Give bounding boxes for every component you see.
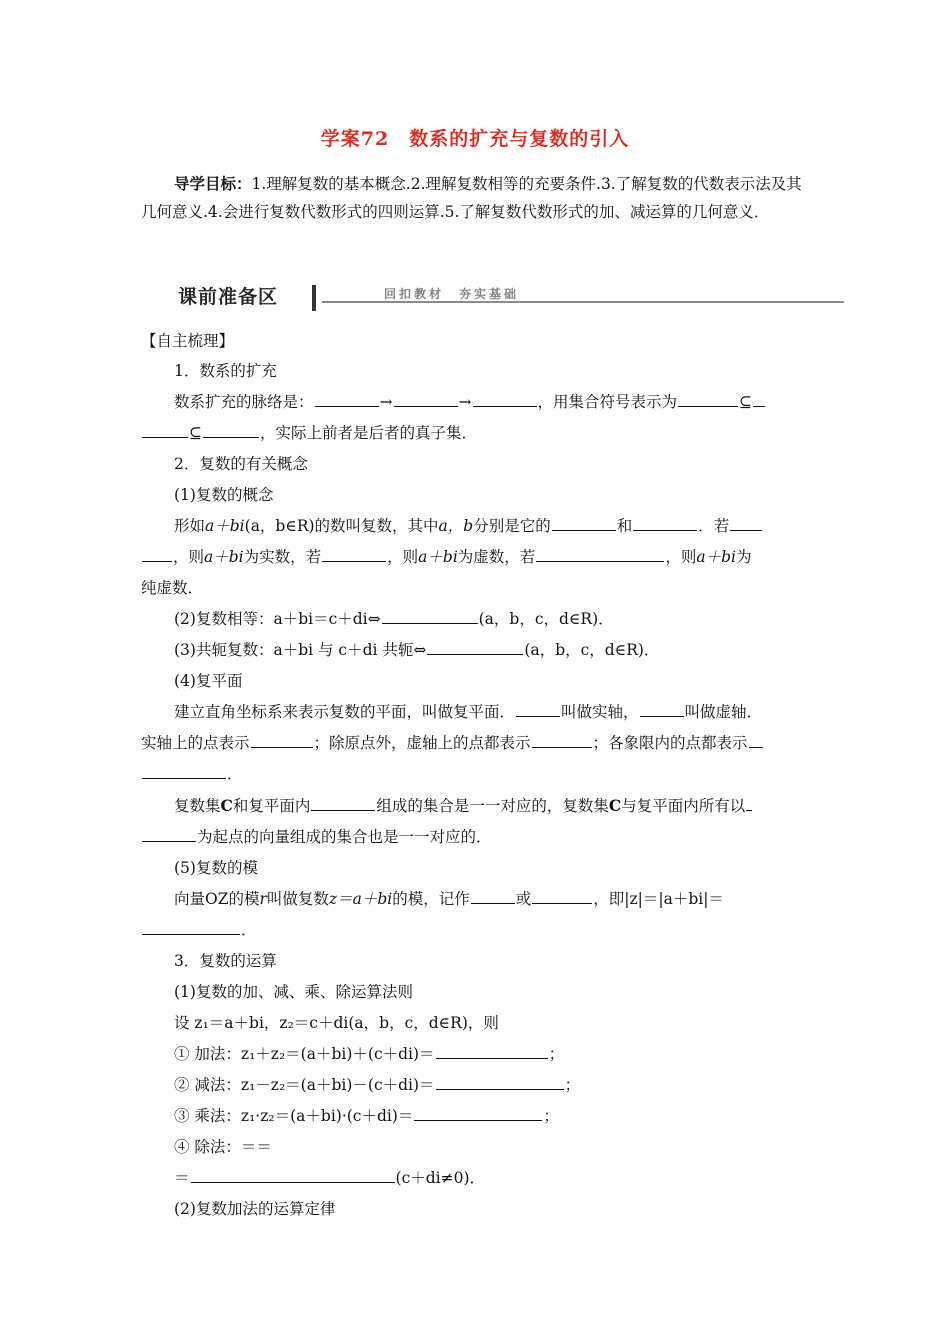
learning-goals <box>141 170 811 226</box>
blank <box>203 422 259 438</box>
subheading-operations: (1)复数的加、减、乘、除运算法则 <box>174 983 413 1001</box>
blank <box>142 919 240 935</box>
text: ，即|z|＝|a＋bi|＝ <box>593 890 724 908</box>
line-number-systems-2 <box>141 418 811 449</box>
text: ，则 <box>387 548 419 566</box>
line-division-2 <box>141 1163 811 1194</box>
subheading-concept: (1)复数的概念 <box>174 486 274 504</box>
math: a＋bi <box>205 517 245 535</box>
subset-sign: ⊆ <box>739 393 753 411</box>
blank <box>532 888 592 904</box>
line-subtraction <box>141 1070 811 1101</box>
text: 实轴上的点表示 <box>141 734 250 752</box>
heading-2: 2．复数的有关概念 <box>174 455 308 473</box>
text: ．若 <box>698 517 730 535</box>
text: (a，b∈R)的数叫复数，其中 <box>244 517 439 535</box>
text: ③ 乘法：z₁·z₂＝(a＋bi)·(c＋di)＝ <box>174 1107 414 1125</box>
goals-label: 导学目标： <box>174 174 252 193</box>
line-multiplication <box>141 1101 811 1132</box>
heading-3: 3．复数的运算 <box>174 952 277 970</box>
blank <box>436 1074 564 1090</box>
blank <box>394 391 458 407</box>
blank <box>251 732 313 748</box>
text: ． <box>227 765 243 783</box>
banner-subtitle: 回扣教材 夯实基础 <box>384 287 520 301</box>
goals-text: 1.理解复数的基本概念.2.理解复数相等的充要条件.3.了解复数的代数表示法及其几何意义.4.会进行复数代数形式的四则运算.5.了解复数代数形式的加、减运算的几何意义． <box>141 175 802 221</box>
text: (c＋di≠0)． <box>395 1169 486 1187</box>
math: C <box>608 796 622 815</box>
blank <box>532 732 592 748</box>
text: 数系扩充的脉络是： <box>174 393 314 411</box>
subheading-laws: (2)复数加法的运算定律 <box>174 1200 336 1218</box>
math: a＋bi <box>204 548 244 566</box>
line-modulus-2 <box>141 915 811 946</box>
text: ； <box>548 1045 565 1063</box>
line-equality <box>141 604 811 635</box>
text: ；各象限内的点都表示 <box>592 734 748 752</box>
blank <box>640 701 684 717</box>
text: (a，b，c，d∈R)． <box>524 641 660 659</box>
blank <box>436 1043 548 1059</box>
subheading-modulus: (5)复数的模 <box>174 859 258 877</box>
blank <box>142 546 172 562</box>
blank <box>471 888 515 904</box>
blank <box>427 639 523 655</box>
subheading-plane: (4)复平面 <box>174 672 243 690</box>
text: 与复平面内所有以 <box>621 797 746 815</box>
text: 和复平面内 <box>232 797 311 815</box>
line-addition <box>141 1039 811 1070</box>
blank <box>473 391 537 407</box>
blank <box>749 732 763 748</box>
text: 为实数，若 <box>243 548 322 566</box>
blank <box>678 391 738 407</box>
line-setup: 设 z₁＝a＋bi，z₂＝c＋di(a，b，c，d∈R)，则 <box>174 1014 499 1032</box>
text: (a，b，c，d∈R)． <box>478 610 614 628</box>
line-concept-3: 纯虚数． <box>141 579 204 597</box>
arrow: → <box>458 393 472 411</box>
blank <box>322 546 386 562</box>
section-banner <box>172 283 844 313</box>
content <box>141 326 811 1225</box>
blank <box>536 546 664 562</box>
text: 形如 <box>174 517 206 535</box>
line-conjugate <box>141 635 811 666</box>
text: ，实际上前者是后者的真子集． <box>260 424 478 442</box>
text: ＝ <box>174 1169 190 1187</box>
line-modulus-1 <box>141 884 811 915</box>
blank <box>730 515 762 531</box>
text: 为起点的向量组成的集合也是一一对应的． <box>197 828 492 846</box>
blank <box>142 826 196 842</box>
line-concept-1 <box>141 511 811 542</box>
blank <box>516 701 560 717</box>
text: ； <box>543 1107 559 1125</box>
text: 的模，记作 <box>392 890 470 908</box>
text: 向量OZ的模 <box>174 890 260 908</box>
text: 复数集 <box>174 797 221 815</box>
arrow: → <box>379 393 393 411</box>
math: a＋bi <box>418 548 458 566</box>
subset-sign: ⊆ <box>189 424 202 442</box>
blank <box>142 763 226 779</box>
math: a，b <box>438 517 474 535</box>
section-heading: 【自主梳理】 <box>141 332 235 350</box>
text: ，用集合符号表示为 <box>537 393 678 411</box>
text: 和 <box>616 517 633 535</box>
math: r <box>259 890 267 908</box>
line-plane-2 <box>141 728 811 759</box>
line-plane-5 <box>141 822 811 853</box>
text: (2)复数相等：a＋bi＝c＋di⇔ <box>174 610 381 628</box>
text: 为虚数，若 <box>457 548 536 566</box>
text: (3)共轭复数：a＋bi 与 c＋di 共轭⇔ <box>174 641 427 659</box>
text: 或 <box>515 890 532 908</box>
blank <box>191 1167 395 1183</box>
page-title: 学案72 数系的扩充与复数的引入 <box>320 128 630 150</box>
text: ① 加法：z₁＋z₂＝(a＋bi)＋(c＋di)＝ <box>174 1045 435 1063</box>
line-number-systems <box>141 387 811 418</box>
banner-bar <box>312 285 316 311</box>
text: ；除原点外，虚轴上的点都表示 <box>313 734 531 752</box>
text: ，则 <box>665 548 697 566</box>
line-plane-3 <box>141 759 811 790</box>
heading-1: 1．数系的扩充 <box>174 362 277 380</box>
line-plane-4 <box>141 790 811 822</box>
blank <box>315 391 379 407</box>
blank <box>746 795 752 811</box>
line-division-1: ④ 除法：＝＝ <box>174 1138 272 1156</box>
blank <box>753 391 765 407</box>
text: 叫做虚轴． <box>684 703 763 721</box>
banner-title: 课前准备区 <box>178 286 279 308</box>
text: 分别是它的 <box>473 517 551 535</box>
blank <box>382 608 478 624</box>
text: ② 减法：z₁－z₂＝(a＋bi)－(c＋di)＝ <box>174 1076 435 1094</box>
blank <box>414 1105 542 1121</box>
blank <box>311 795 375 811</box>
text: 组成的集合是一一对应的，复数集 <box>376 797 609 815</box>
blank <box>552 515 616 531</box>
text: 建立直角坐标系来表示复数的平面，叫做复平面． <box>174 703 516 721</box>
text: 叫做复数 <box>266 890 329 908</box>
line-plane-1 <box>141 697 811 728</box>
math: C <box>220 796 233 815</box>
text: ； <box>564 1076 581 1094</box>
blank <box>142 422 188 438</box>
text: 为 <box>735 548 752 566</box>
math: z＝a＋bi <box>328 890 393 908</box>
text: ． <box>241 921 257 939</box>
blank <box>633 515 697 531</box>
math: a＋bi <box>696 548 736 566</box>
text: 叫做实轴， <box>561 703 639 721</box>
line-concept-2 <box>141 542 811 573</box>
text: ，则 <box>173 548 205 566</box>
